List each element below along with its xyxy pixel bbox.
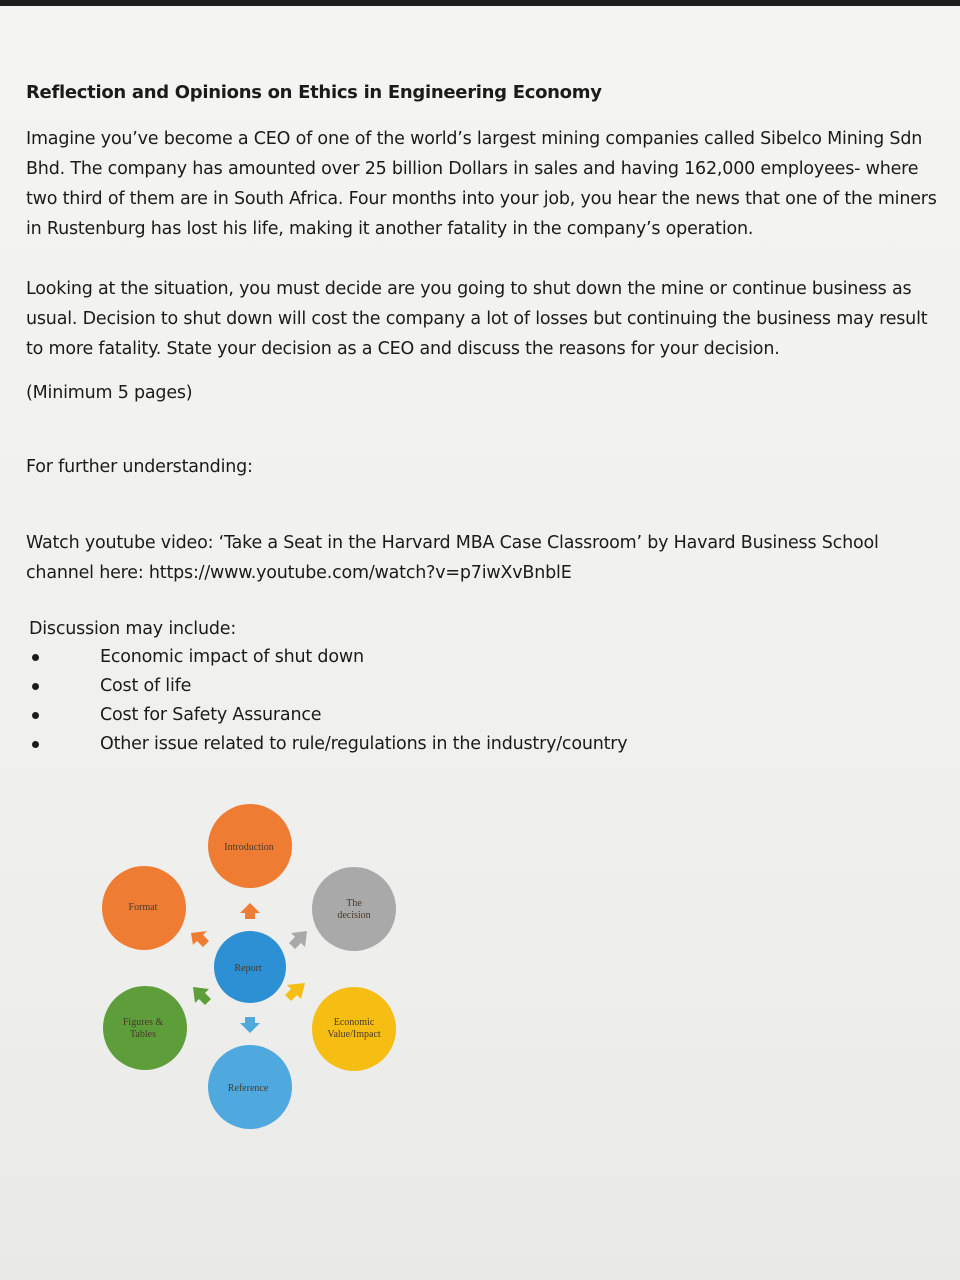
bullet-icon [32, 741, 39, 748]
arrow-lower-left-icon [193, 987, 211, 1005]
scenario-paragraph: Imagine you’ve become a CEO of one of the world’s largest mining companies called Sibelco Mining Sdn Bhd. The company has amounted over 25 billion Dollars in sales and having 162,000 employees- where two third of them are in South Africa. Four months into your job, you hear the news that one of the miners in Rustenburg has lost his life, making it another fatality in the company’s operation. [26, 129, 937, 239]
list-item-text: Other issue related to rule/regulations in the industry/country [100, 734, 628, 754]
diagram-node-label: Tables [130, 1029, 156, 1040]
further-understanding-heading: For further understanding: [26, 457, 253, 477]
arrow-down-icon [240, 1017, 260, 1033]
diagram-node-label: Figures & [122, 1017, 164, 1028]
diagram-node-label: Format [128, 902, 158, 913]
diagram-node-label: Value/Impact [327, 1029, 381, 1040]
arrow-upper-right-icon [289, 931, 307, 949]
list-item-text: Economic impact of shut down [100, 647, 364, 667]
discussion-list [0, 643, 900, 759]
video-reference: Watch youtube video: ‘Take a Seat in the Harvard MBA Case Classroom’ by Havard Business School channel here: https://www.youtube.com/watch?v=p7iwXvBnblE [26, 533, 879, 583]
task-paragraph: Looking at the situation, you must decide are you going to shut down the mine or continue business as usual. Decision to shut down will cost the company a lot of losses but continuing the business may result to more fatality. State your decision as a CEO and discuss the reasons for your decision. [26, 279, 928, 359]
diagram-node-label: decision [337, 910, 371, 921]
diagram-node-label: The [346, 898, 362, 909]
bullet-icon [32, 654, 39, 661]
discussion-heading: Discussion may include: [29, 619, 237, 639]
arrow-upper-left-icon [191, 931, 209, 947]
arrow-up-icon [240, 903, 260, 919]
list-item-text: Cost for Safety Assurance [100, 705, 322, 725]
length-requirement: (Minimum 5 pages) [26, 383, 193, 403]
list-item-text: Cost of life [100, 676, 192, 696]
list-item [0, 701, 900, 730]
bullet-icon [32, 712, 39, 719]
list-item [0, 643, 900, 672]
scan-top-edge [0, 0, 960, 6]
diagram-node-label: Introduction [224, 842, 274, 853]
diagram-node-label: Economic [333, 1017, 375, 1028]
bullet-icon [32, 683, 39, 690]
diagram-node-label: Report [234, 963, 262, 974]
diagram-node-figures-tables [103, 986, 187, 1070]
arrow-lower-right-icon [285, 983, 305, 1001]
diagram-node-label: Reference [227, 1083, 269, 1094]
report-structure-diagram [95, 795, 405, 1135]
diagram-node-the-decision [312, 867, 396, 951]
list-item [0, 672, 900, 701]
list-item [0, 730, 900, 759]
document-title: Reflection and Opinions on Ethics in Engineering Economy [26, 82, 602, 103]
